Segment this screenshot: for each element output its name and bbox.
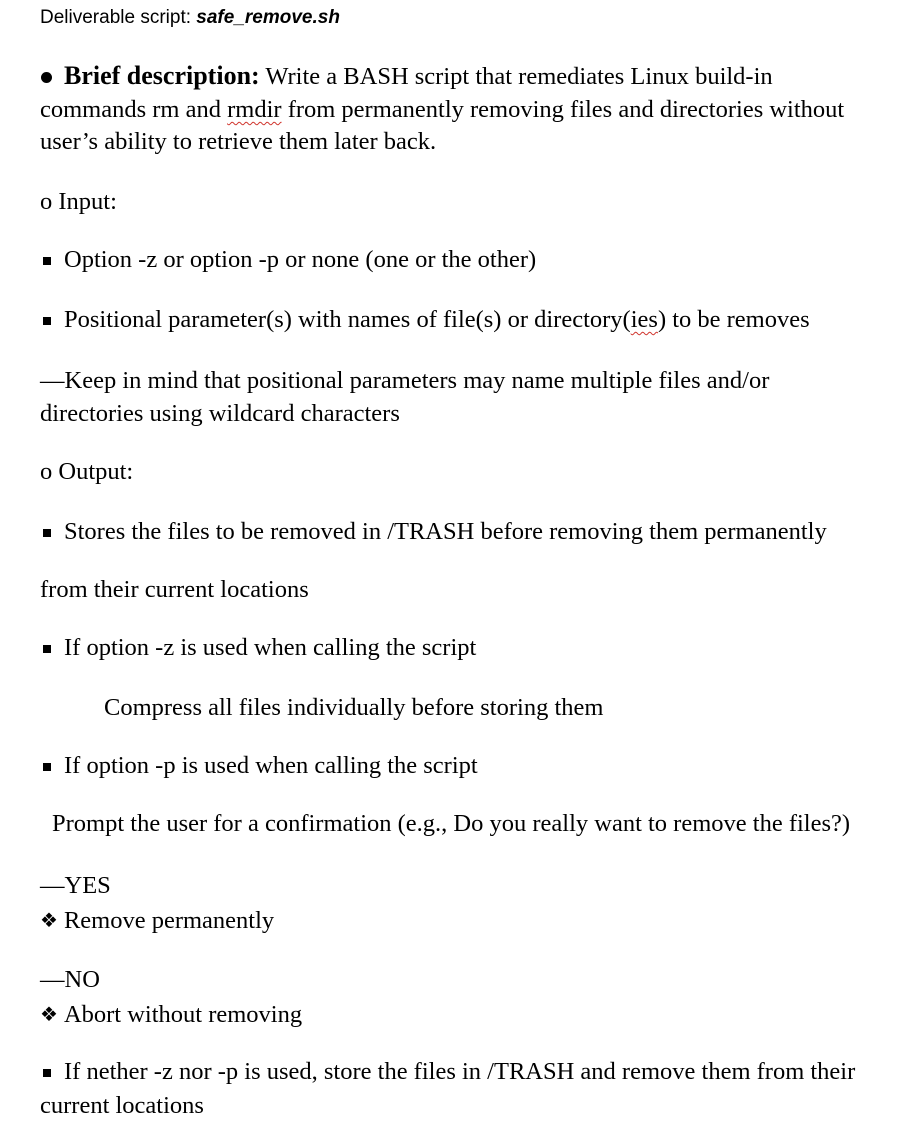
diamond-bullet-icon: ❖ [40,1002,58,1026]
brief-line-2 [40,95,844,125]
output-bullet-none-cont: current locations [40,1092,204,1119]
brief-line-2-part-b: from permanently removing files and directories without [281,96,845,123]
square-bullet-icon [43,317,51,325]
deliverable-header [40,6,340,30]
output-z-desc: Compress all files individually before storing them [104,694,604,721]
input-bullet-ies: ies [630,306,658,333]
brief-line-1-text: Write a BASH script that remediates Linux build-in [259,63,773,90]
input-note-line-1: —Keep in mind that positional parameters may name multiple files and/or [40,367,770,394]
deliverable-filename: safe_remove.sh [196,7,340,28]
output-yes-label: —YES [40,872,111,899]
square-bullet-icon [43,645,51,653]
brief-line-2-part-a: commands rm and [40,96,228,123]
output-bullet-z: If option -z is used when calling the script [64,634,477,661]
output-yes-action [40,905,274,936]
output-yes-action-text: Remove permanently [63,907,275,934]
diamond-bullet-icon: ❖ [40,908,58,932]
deliverable-label: Deliverable script: [40,7,197,28]
input-bullet-options: Option -z or option -p or none (one or the other) [64,246,537,273]
output-no-action [40,999,302,1030]
bullet-dot-icon [41,72,52,83]
square-bullet-icon [43,529,51,537]
output-no-label: —NO [40,966,100,993]
output-bullet-none: If nether -z nor -p is used, store the files in /TRASH and remove them from their [64,1058,856,1085]
output-heading: o Output: [40,458,134,485]
output-no-action-text: Abort without removing [63,1001,303,1028]
output-bullet-store-cont: from their current locations [40,576,309,603]
input-bullet-positional-a: Positional parameter(s) with names of file(s) or directory( [64,306,631,333]
square-bullet-icon [43,763,51,771]
brief-line-3: user’s ability to retrieve them later back. [40,128,437,155]
input-note-line-2: directories using wildcard characters [40,400,400,427]
brief-rmdir: rmdir [227,96,282,123]
brief-heading: Brief description: [64,61,260,90]
input-heading: o Input: [40,188,117,215]
input-bullet-positional [64,305,810,335]
square-bullet-icon [43,257,51,265]
output-bullet-p: If option -p is used when calling the script [64,752,478,779]
brief-line-1 [64,61,773,92]
output-bullet-store: Stores the files to be removed in /TRASH before removing them permanently [64,518,827,545]
input-bullet-positional-b: ) to be removes [657,306,810,333]
output-p-prompt: Prompt the user for a confirmation (e.g., Do you really want to remove the files?) [52,810,851,837]
square-bullet-icon [43,1069,51,1077]
